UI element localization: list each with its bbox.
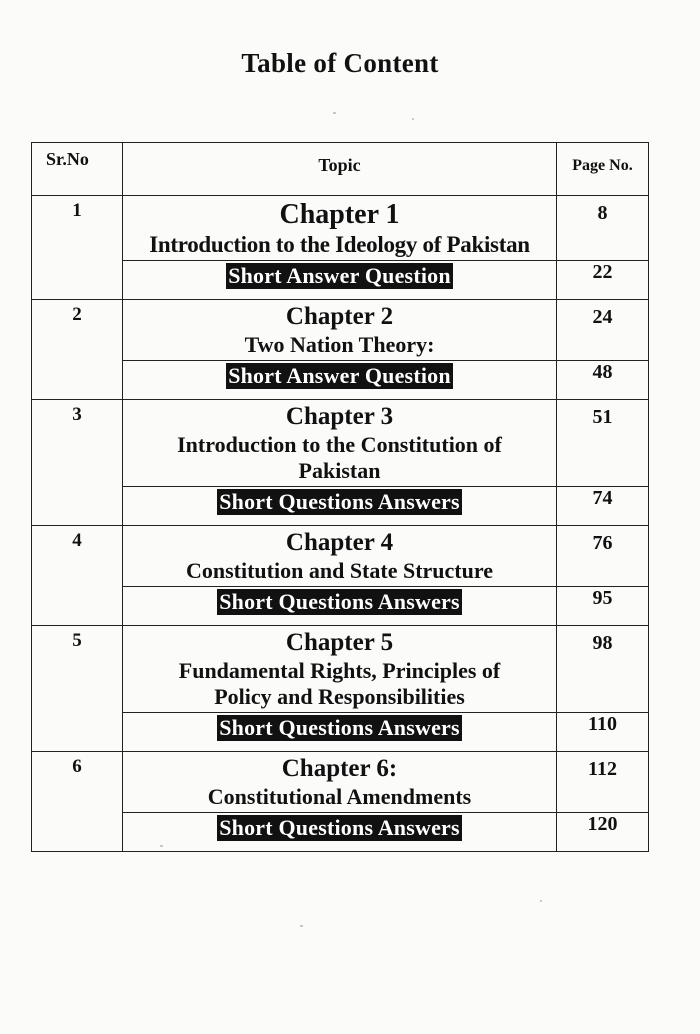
short-answer-page: 95	[557, 587, 649, 626]
short-answer-cell	[123, 487, 557, 526]
sr-number: 4	[32, 526, 123, 626]
chapter-title: Two Nation Theory:	[244, 332, 435, 357]
chapter-row	[32, 752, 649, 813]
short-answer-cell	[123, 261, 557, 300]
chapter-page: 8	[557, 196, 649, 261]
sr-number: 6	[32, 752, 123, 852]
chapter-number: Chapter 4	[285, 529, 394, 556]
chapter-title: Fundamental Rights, Principles of Policy and Responsibilities	[178, 658, 501, 709]
short-answer-page: 110	[557, 713, 649, 752]
sr-number: 5	[32, 626, 123, 752]
sr-number: 1	[32, 196, 123, 300]
chapter-row	[32, 526, 649, 587]
toc-table	[31, 142, 649, 852]
chapter-topic	[123, 626, 557, 713]
chapter-number: Chapter 3	[285, 403, 394, 430]
chapter-row	[32, 196, 649, 261]
chapter-title: Introduction to the Ideology of Pakistan	[149, 232, 530, 257]
chapter-page: 98	[557, 626, 649, 713]
short-answer-label: Short Questions Answers	[219, 815, 460, 840]
short-answer-cell	[123, 813, 557, 852]
page-title: Table of Content	[241, 48, 439, 78]
chapter-title: Constitutional Amendments	[207, 784, 472, 809]
short-answer-row	[32, 261, 649, 300]
chapter-topic	[123, 752, 557, 813]
short-answer-page: 74	[557, 487, 649, 526]
scan-speck	[540, 900, 542, 902]
short-answer-cell	[123, 361, 557, 400]
header-row	[32, 143, 649, 196]
sr-number: 2	[32, 300, 123, 400]
chapter-number: Chapter 5	[285, 629, 394, 656]
short-answer-label: Short Questions Answers	[219, 489, 460, 514]
short-answer-page: 120	[557, 813, 649, 852]
header-page: Page No.	[557, 143, 649, 196]
scan-speck	[300, 925, 303, 927]
chapter-row	[32, 626, 649, 713]
chapter-page: 51	[557, 400, 649, 487]
chapter-page: 112	[557, 752, 649, 813]
chapter-number: Chapter 6:	[281, 755, 398, 782]
chapter-page: 24	[557, 300, 649, 361]
short-answer-row	[32, 813, 649, 852]
short-answer-label: Short Answer Question	[228, 363, 451, 388]
short-answer-row	[32, 713, 649, 752]
header-topic: Topic	[123, 143, 557, 196]
short-answer-label: Short Questions Answers	[219, 589, 460, 614]
chapter-number: Chapter 2	[285, 303, 394, 330]
scan-speck	[333, 112, 336, 114]
sr-number: 3	[32, 400, 123, 526]
chapter-number: Chapter 1	[279, 199, 400, 230]
short-answer-page: 48	[557, 361, 649, 400]
scan-speck	[412, 118, 414, 120]
short-answer-page: 22	[557, 261, 649, 300]
short-answer-cell	[123, 713, 557, 752]
chapter-topic	[123, 300, 557, 361]
chapter-row	[32, 300, 649, 361]
chapter-topic	[123, 196, 557, 261]
chapter-topic	[123, 526, 557, 587]
short-answer-row	[32, 587, 649, 626]
short-answer-label: Short Questions Answers	[219, 715, 460, 740]
chapter-title: Constitution and State Structure	[185, 558, 493, 583]
chapter-topic	[123, 400, 557, 487]
scan-speck	[160, 845, 163, 847]
short-answer-label: Short Answer Question	[228, 263, 451, 288]
chapter-row	[32, 400, 649, 487]
chapter-title: Introduction to the Constitution of Pakistan	[177, 432, 502, 483]
short-answer-row	[32, 487, 649, 526]
short-answer-cell	[123, 587, 557, 626]
chapter-page: 76	[557, 526, 649, 587]
short-answer-row	[32, 361, 649, 400]
header-sr: Sr.No	[32, 143, 123, 196]
